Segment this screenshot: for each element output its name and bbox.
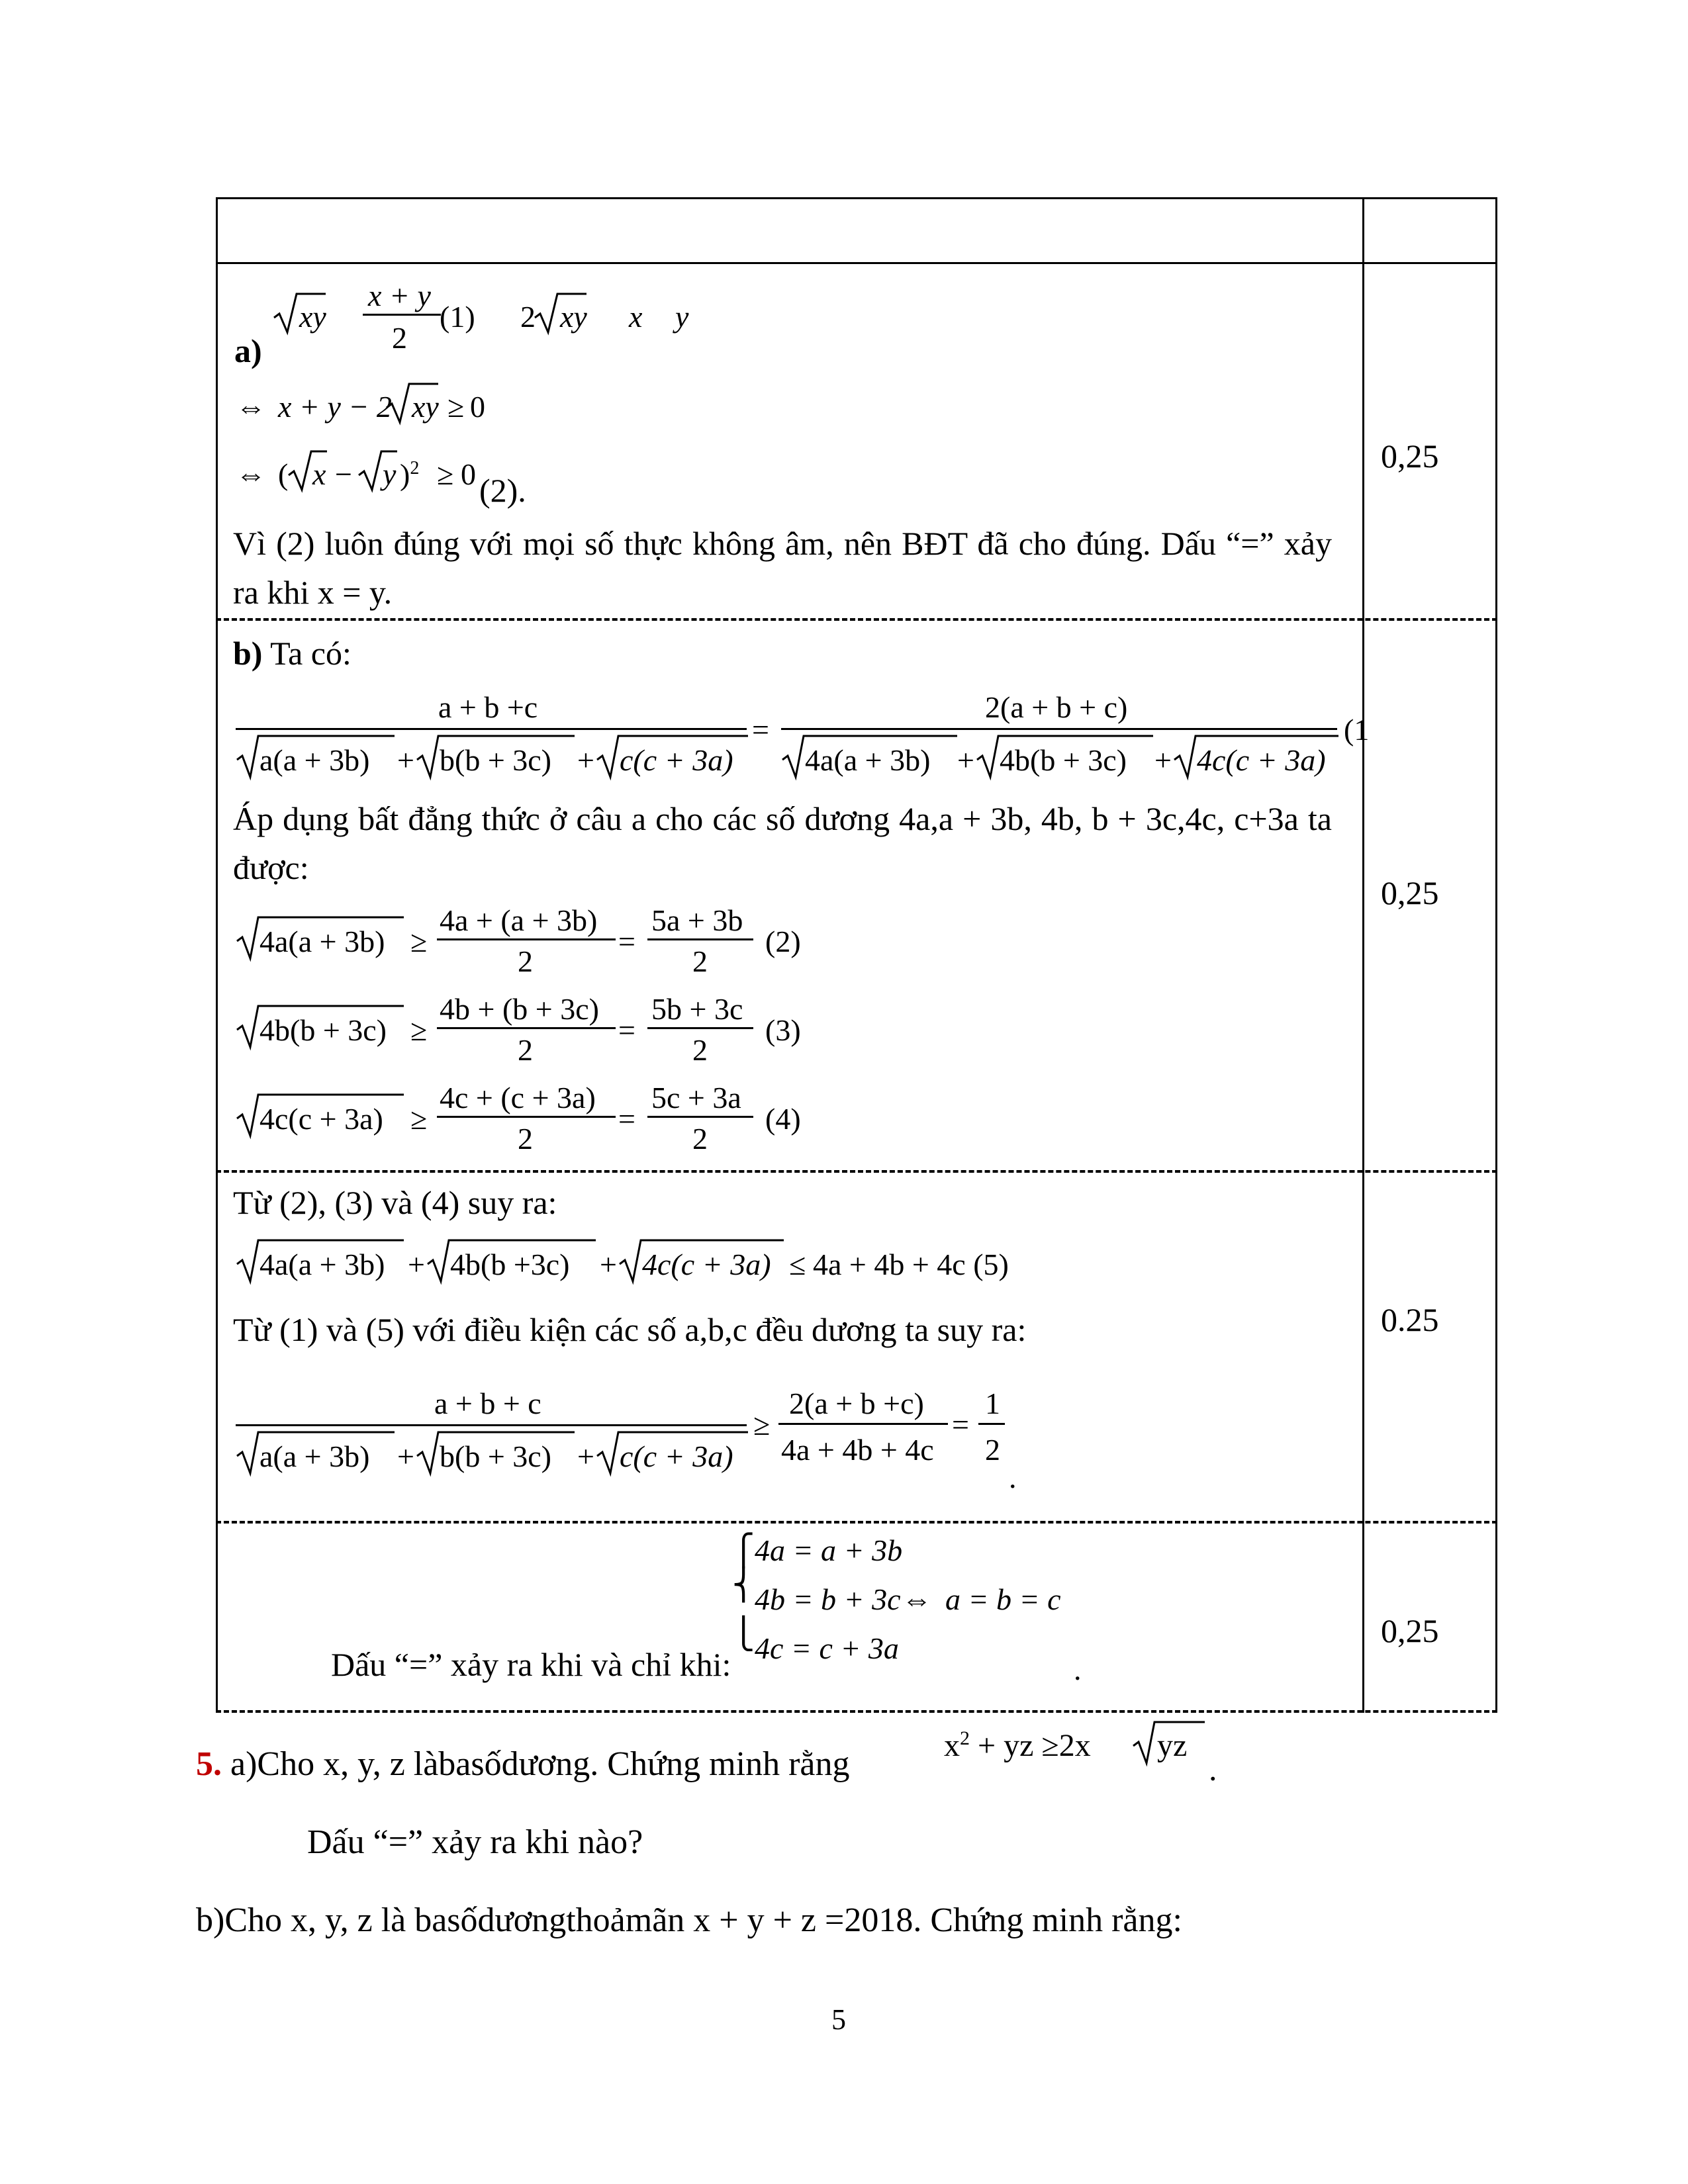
equivalence-arrow-icon: ⇔ (236, 457, 266, 491)
ineq-lhs: x (944, 1728, 960, 1763)
row-b-label: b) (233, 635, 263, 672)
ineq2-den2: 2 (692, 944, 708, 978)
geq-symbol: ≥ (437, 457, 454, 491)
step2-x: x (312, 457, 326, 491)
problem5-dot: . (1209, 1751, 1217, 1788)
table-top-border (216, 197, 1497, 199)
equivalence-arrow-icon: ⇔ (902, 1582, 932, 1616)
ineq3-numerator1: 4b + (b + 3c) (440, 992, 599, 1026)
sum-rhs: 4a + 4b + 4c (5) (813, 1248, 1009, 1281)
system-result: a = b = c (945, 1582, 1061, 1616)
plus-sign: + (1154, 743, 1172, 777)
plus-sign: + (397, 1439, 414, 1473)
step2-y: y (383, 457, 397, 491)
row-a-conclusion: Vì (2) luôn đúng với mọi số thực không âm, nên BĐT đã cho đúng. Dấu “=” xảy ra khi x = y. (233, 525, 1332, 611)
equals-sign: = (752, 713, 769, 747)
leq-symbol: ≤ (789, 1248, 806, 1281)
problem5-question: Dấu “=” xảy ra khi nào? (307, 1823, 643, 1861)
ineq4-tag: (4) (765, 1102, 801, 1136)
plus-sign: + (600, 1248, 617, 1281)
ineq4-den2: 2 (692, 1122, 708, 1156)
system-brace-icon: ⎧ (732, 1533, 755, 1567)
score-row-d: 0,25 (1381, 1612, 1439, 1649)
table-left-border (216, 197, 218, 1713)
row-divider (216, 1170, 1497, 1173)
eq1-y: y (675, 300, 689, 334)
fraction-bar (236, 728, 747, 730)
system-eq-2: 4b = b + 3c (755, 1582, 901, 1616)
ineq4-numerator2: 5c + 3a (651, 1081, 741, 1115)
ineq3-radicand: 4b(b + 3c) (259, 1013, 387, 1047)
geq-symbol: ≥ (753, 1408, 771, 1441)
ineq4-den1: 2 (518, 1122, 533, 1156)
den1-term-c: c(c + 3a) (620, 743, 733, 777)
paren-close: )$^2$ (400, 457, 420, 492)
ineq3-den2: 2 (692, 1033, 708, 1067)
table-column-divider (1362, 197, 1364, 1713)
row-d-dot: . (1074, 1653, 1082, 1686)
fraction-bar (781, 728, 1337, 730)
row-divider (216, 1521, 1497, 1524)
table-header-divider (216, 262, 1497, 264)
final-numerator: a + b + c (434, 1387, 541, 1420)
page-number: 5 (831, 2003, 846, 2036)
row-b-intro-text: Ta có: (262, 635, 352, 672)
system-brace-icon: ⎩ (732, 1617, 755, 1651)
system-brace-icon: ⎨ (732, 1568, 755, 1602)
den2-term-a: 4a(a + 3b) (805, 743, 931, 777)
final-numerator2: 2(a + b +c) (789, 1387, 924, 1420)
sum-term-b: 4b(b +3c) (450, 1248, 570, 1281)
ineq2-den1: 2 (518, 944, 533, 978)
fraction-bar (236, 1424, 747, 1426)
eq1-denominator: 2 (392, 321, 407, 355)
ineq2-numerator1: 4a + (a + 3b) (440, 903, 598, 937)
ineq-rhs: 2x (1058, 1728, 1091, 1763)
equals-sign: = (952, 1408, 969, 1441)
sum-term-a: 4a(a + 3b) (259, 1248, 385, 1281)
rhs-numerator: 2(a + b + c) (985, 690, 1128, 724)
lhs-numerator: a + b +c (438, 690, 538, 724)
step1-radicand: xy (412, 390, 439, 424)
equals-sign: = (618, 925, 635, 958)
score-row-b: 0,25 (1381, 874, 1439, 911)
equivalence-arrow-icon: ⇔ (236, 390, 266, 424)
ineq2-numerator2: 5a + 3b (651, 903, 743, 937)
ineq3-numerator2: 5b + 3c (651, 992, 743, 1026)
score-row-c: 0.25 (1381, 1301, 1439, 1338)
plus-sign: + (577, 1439, 594, 1473)
eq1-numerator: x + y (368, 279, 431, 312)
ineq-exponent: 2 (960, 1727, 970, 1749)
row-b-apply: Áp dụng bất đẳng thức ở câu a cho các số dương 4a,a + 3b, 4b, b + 3c,4c, c+3a ta được: (233, 800, 1332, 886)
den1-term-b: b(b + 3c) (440, 743, 551, 777)
half-denominator: 2 (985, 1433, 1000, 1467)
row-a-label: a) (234, 332, 262, 369)
fraction-bar (978, 1423, 1005, 1425)
eq1-tag: (1) (440, 300, 475, 334)
row-c-line1: Từ (2), (3) và (4) suy ra: (233, 1184, 557, 1221)
fraction-bar (647, 1116, 753, 1118)
den2-term-b: 4b(b + 3c) (1000, 743, 1127, 777)
eq1-rhs-coef: 2 (520, 300, 536, 334)
plus-sign: + (397, 743, 414, 777)
problem5-part-b: b)Cho x, y, z là basốdươngthoảmãn x + y + z =2018. Chứng minh rằng: (196, 1901, 1182, 1939)
problem5-ineq (944, 1729, 1091, 1762)
problem5-part-a (196, 1747, 849, 1782)
minus-sign: − (335, 457, 352, 491)
equals-sign: = (618, 1013, 635, 1047)
ineq4-numerator1: 4c + (c + 3a) (440, 1081, 596, 1115)
ineq3-den1: 2 (518, 1033, 533, 1067)
eq1-lhs: xy (299, 300, 326, 334)
score-row-a: 0,25 (1381, 437, 1439, 475)
half-numerator: 1 (985, 1387, 1000, 1420)
eq1-x: x (629, 300, 643, 334)
row-d-equality-text: Dấu “=” xảy ra khi và chỉ khi: (331, 1646, 731, 1683)
fraction-bar (363, 314, 441, 316)
eq1-rhs-radicand: xy (560, 300, 587, 334)
ineq-radicand: yz (1157, 1728, 1188, 1763)
fraction-bar (647, 938, 753, 940)
eq-tag-1: (1 (1344, 713, 1370, 747)
row-c-line2: Từ (1) và (5) với điều kiện các số a,b,c đều dương ta suy ra: (233, 1311, 1027, 1348)
row-b-intro (233, 637, 352, 670)
table-right-border (1495, 197, 1497, 1713)
fraction-bar (647, 1027, 753, 1029)
final-den-c: c(c + 3a) (620, 1439, 733, 1473)
geq-symbol: ≥ (447, 390, 465, 424)
problem5-part-a-text: a)Cho x, y, z làbasốdương. Chứng minh rằng (222, 1745, 850, 1783)
ineq4-radicand: 4c(c + 3a) (259, 1102, 383, 1136)
final-den-a: a(a + 3b) (259, 1439, 370, 1473)
plus-sign: + (577, 743, 594, 777)
geq-symbol: ≥ (410, 925, 428, 958)
fraction-bar (778, 1423, 948, 1425)
step1-expr: x + y − 2 (278, 390, 392, 424)
plus-sign: + (408, 1248, 425, 1281)
final-den-b: b(b + 3c) (440, 1439, 551, 1473)
step2-tag: (2). (479, 472, 526, 509)
fraction-bar (437, 938, 616, 940)
paren-open: ( (278, 457, 289, 491)
geq-symbol: ≥ (1041, 1728, 1059, 1763)
den2-term-c: 4c(c + 3a) (1197, 743, 1326, 777)
system-eq-1: 4a = a + 3b (755, 1533, 903, 1567)
final-denominator2: 4a + 4b + 4c (781, 1433, 934, 1467)
ineq-mid: + yz (970, 1728, 1042, 1763)
ineq2-radicand: 4a(a + 3b) (259, 925, 385, 958)
ineq2-tag: (2) (765, 925, 801, 958)
table-bottom-border (216, 1710, 1497, 1713)
fraction-bar (437, 1027, 616, 1029)
plus-sign: + (957, 743, 974, 777)
system-eq-3: 4c = c + 3a (755, 1631, 899, 1665)
geq-symbol: ≥ (410, 1013, 428, 1047)
final-dot: . (1009, 1461, 1017, 1494)
row-divider (216, 618, 1497, 621)
problem5-number: 5. (196, 1745, 222, 1783)
step1-zero: 0 (470, 390, 485, 424)
den1-term-a: a(a + 3b) (259, 743, 370, 777)
fraction-bar (437, 1116, 616, 1118)
step2-zero: 0 (461, 457, 476, 491)
ineq3-tag: (3) (765, 1013, 801, 1047)
sum-term-c: 4c(c + 3a) (642, 1248, 771, 1281)
geq-symbol: ≥ (410, 1102, 428, 1136)
equals-sign: = (618, 1102, 635, 1136)
